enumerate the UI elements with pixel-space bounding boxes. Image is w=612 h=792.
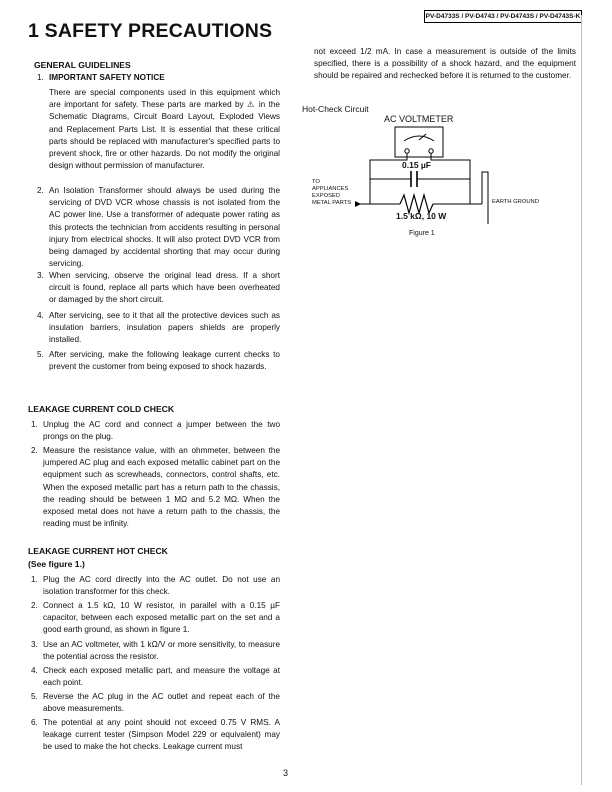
item-text: Connect a 1.5 kΩ, 10 W resistor, in parallel with a 0.15 µF capacitor, between each exposed metallic part on the set and a good earth ground, as shown in figure 1.: [43, 601, 280, 635]
item-number: 4.: [31, 666, 38, 675]
item-number: 2.: [31, 601, 38, 610]
model-number-tag: PV-D4733S / PV-D4743 / PV-D4743S / PV-D4743S-K: [424, 10, 582, 23]
item-number: 5.: [37, 350, 44, 359]
item-number: 3.: [37, 271, 44, 280]
hot-check-heading: LEAKAGE CURRENT HOT CHECK: [28, 546, 168, 556]
item-text: When servicing, observe the original lead dress. If a short circuit is found, replace all parts which have been overheated or damaged by the short circuit.: [49, 271, 280, 305]
left-label-to: TO: [312, 179, 320, 185]
item-title: IMPORTANT SAFETY NOTICE: [49, 73, 165, 82]
item-text: Use an AC voltmeter, with 1 kΩ/V or more sensitivity, to measure the potential across the resistor.: [43, 640, 280, 662]
hot-item-3: [31, 639, 280, 663]
left-label-appliances: APPLIANCES: [312, 186, 349, 192]
item-number: 2.: [31, 446, 38, 455]
item-number: 6.: [31, 718, 38, 727]
ac-voltmeter-label: AC VOLTMETER: [384, 114, 454, 124]
earth-ground-bracket: [482, 172, 488, 224]
hot-item-6: [31, 717, 280, 754]
cold-item-2: [31, 445, 280, 530]
left-label-exposed: EXPOSED: [312, 193, 341, 199]
hot-check-subheading: (See figure 1.): [28, 559, 85, 569]
page-title: 1 SAFETY PRECAUTIONS: [28, 20, 273, 42]
hot-check-circuit-label: Hot-Check Circuit: [302, 104, 369, 114]
item-text: The potential at any point should not exceed 0.75 V RMS. A leakage current tester (Simpson Model 229 or equivalent) may be used to make the hot checks. Leakage current must: [43, 718, 280, 752]
hot-check-continuation: not exceed 1/2 mA. In case a measurement is outside of the limits specified, there is a possibility of a shock hazard, and the equipment should be repaired and rechecked before it is returned to the customer.: [314, 47, 576, 81]
capacitor-label: 0.15 µF: [402, 160, 431, 170]
item-number: 1.: [37, 73, 44, 82]
resistor-label: 1.5 kΩ, 10 W: [396, 211, 447, 221]
figure-caption: Figure 1: [409, 230, 435, 237]
item-number: 3.: [31, 640, 38, 649]
general-item-4: [37, 310, 280, 347]
item-number: 1.: [31, 575, 38, 584]
hot-item-4: [31, 665, 280, 689]
voltmeter-terminal-right: [429, 149, 433, 153]
item-text: An Isolation Transformer should always be used during the servicing of DVD VCR whose chassis is not isolated from the AC power line. Use a transformer of adequate power rating as this protects the technician from accidents resulting in personal injury from electrical shocks. It will also protect DVD VCR from being damaged by accidental shorting that may occur during servicing.: [49, 186, 280, 269]
item-number: 1.: [31, 420, 38, 429]
voltmeter-terminal-left: [405, 149, 409, 153]
general-item-1-text: There are special components used in this equipment which are important for safety. These parts are marked by ⚠ in the Schematic Diagrams, Circuit Board Layout, Exploded Views and Replacement Parts List. It is essential that these critical parts should be replaced with manufacturer's specified parts to prevent shock, fire or other hazards. Do not modify the original design without permission of manufacturer.: [49, 88, 280, 171]
hot-item-5: [31, 691, 280, 715]
item-number: 4.: [37, 311, 44, 320]
item-text: After servicing, see to it that all the protective devices such as insulation barriers, insulation papers shields are properly installed.: [49, 311, 280, 345]
left-label-metal-parts: METAL PARTS: [312, 200, 352, 206]
general-item-1: [37, 72, 280, 84]
item-text: Plug the AC cord directly into the AC outlet. Do not use an isolation transformer for this check.: [43, 575, 280, 597]
general-guidelines-heading: GENERAL GUIDELINES: [34, 60, 131, 70]
item-text: Unplug the AC cord and connect a jumper between the two prongs on the plug.: [43, 420, 280, 442]
voltmeter-box: [395, 127, 443, 157]
cold-item-1: [31, 419, 280, 443]
general-item-2: [37, 185, 280, 270]
hot-item-2: [31, 600, 280, 637]
item-text: Check each exposed metallic part, and measure the voltage at each point.: [43, 666, 280, 688]
general-item-3: [37, 270, 280, 307]
item-text: After servicing, make the following leakage current checks to prevent the customer from being exposed to shock hazards.: [49, 350, 280, 372]
item-number: 5.: [31, 692, 38, 701]
item-text: Reverse the AC plug in the AC outlet and repeat each of the above measurements.: [43, 692, 280, 714]
page-number: 3: [283, 768, 289, 778]
right-margin-rule: [581, 15, 582, 785]
earth-ground-label: EARTH GROUND: [492, 199, 539, 205]
item-text: Measure the resistance value, with an ohmmeter, between the jumpered AC plug and each exposed metallic cabinet part on the equipment such as screwheads, connectors, control shafts, etc. When the exposed metallic part has a return path to the chassis, the reading should be between 1 MΩ and 5.2 MΩ. When the exposed metal does not have a return path to the chassis, the reading must be infinity.: [43, 446, 280, 529]
left-arrow-head: [355, 201, 361, 207]
item-number: 2.: [37, 186, 44, 195]
cold-check-heading: LEAKAGE CURRENT COLD CHECK: [28, 404, 175, 414]
hot-item-1: [31, 574, 280, 598]
hot-check-circuit-diagram: [300, 124, 500, 224]
general-item-5: [37, 349, 280, 373]
